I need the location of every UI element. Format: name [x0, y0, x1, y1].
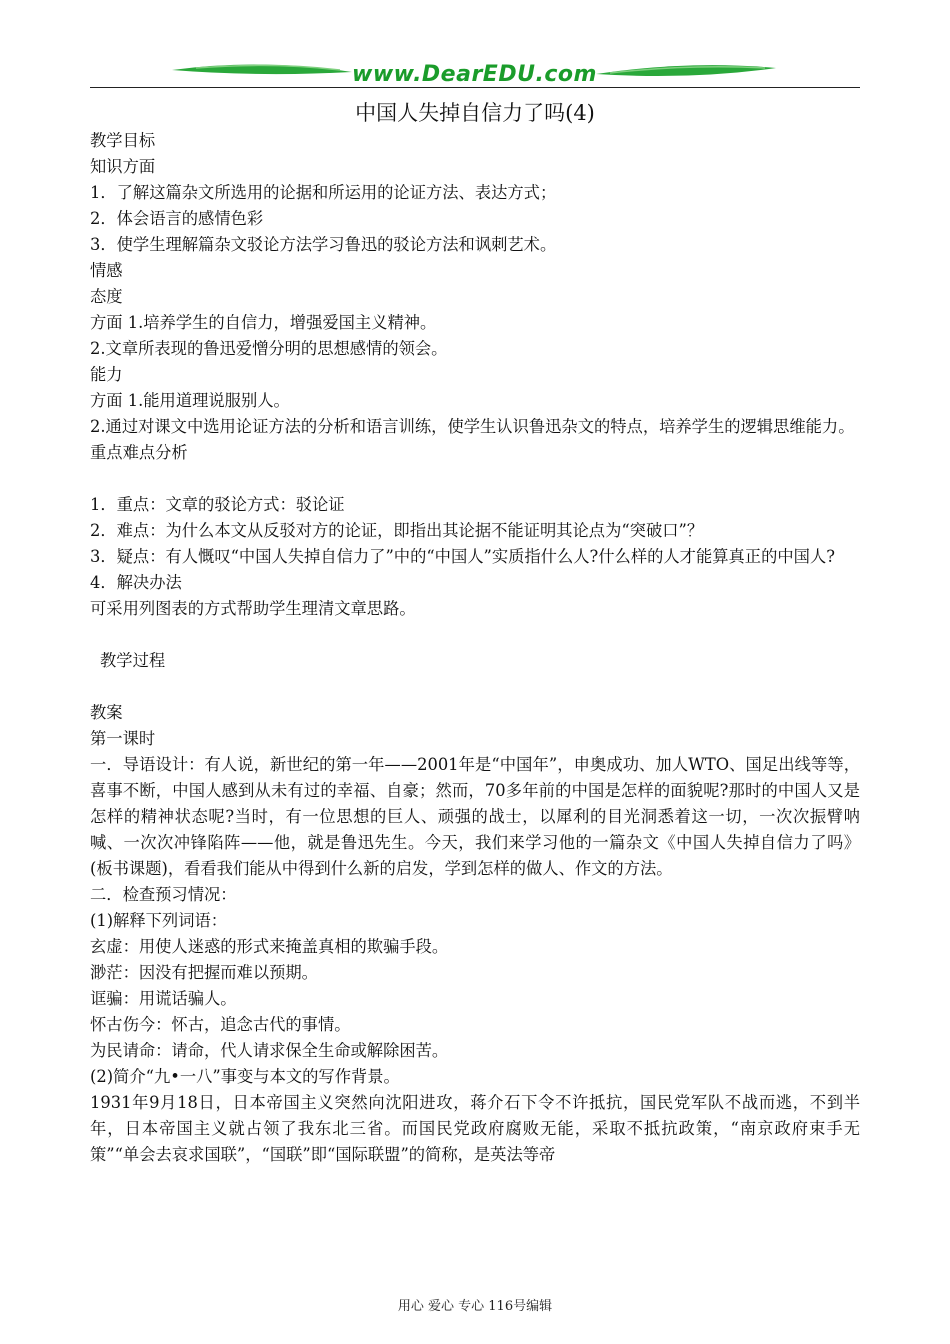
- heading-knowledge: 知识方面: [90, 157, 156, 176]
- document-title: 中国人失掉自信力了吗(4): [355, 101, 595, 125]
- paragraph: 方面 1.培养学生的自信力，增强爱国主义精神。: [90, 313, 437, 332]
- paragraph: 方面 1.能用道理说服别人。: [90, 391, 290, 410]
- vocab-item: 为民请命：请命，代人请求保全生命或解除困苦。: [90, 1041, 449, 1060]
- paragraph: 可采用列图表的方式帮助学生理清文章思路。: [90, 599, 416, 618]
- paragraph: 3．疑点：有人慨叹“中国人失掉自信力了”中的“中国人”实质指什么人?什么样的人才能算真正的中国人?: [90, 547, 835, 566]
- paragraph-background: 1931年9月18日，日本帝国主义突然向沈阳进攻，蒋介石下令不许抵抗，国民党军队不战而逃，不到半年，日本帝国主义就占领了我东北三省。而国民党政府腐败无能，采取不抵抗政策，“南京政府束手无策”“单会去哀求国联”，“国联”即“国际联盟”的简称，是英法等帝: [90, 1093, 860, 1164]
- header-rule: [90, 87, 860, 88]
- vocab-item: 诓骗：用谎话骗人。: [90, 989, 237, 1008]
- heading-teaching-goals: 教学目标: [90, 131, 156, 150]
- vocab-item: 怀古伤今：怀古，追念古代的事情。: [90, 1015, 351, 1034]
- heading-lesson-plan: 教案: [90, 703, 123, 722]
- paragraph: 4．解决办法: [90, 573, 182, 592]
- paragraph: 3．使学生理解篇杂文驳论方法学习鲁迅的驳论方法和讽刺艺术。: [90, 235, 557, 254]
- site-logo[interactable]: www.DearEDU.com: [352, 62, 597, 87]
- paragraph: 2．体会语言的感情色彩: [90, 209, 264, 228]
- heading-emotion: 情感: [90, 261, 123, 280]
- paragraph: (2)简介“九•一八”事变与本文的写作背景。: [90, 1067, 400, 1086]
- paragraph: 1．了解这篇杂文所选用的论据和所运用的论证方法、表达方式；: [90, 183, 557, 202]
- heading-ability: 能力: [90, 365, 123, 384]
- vocab-item: 渺茫：因没有把握而难以预期。: [90, 963, 318, 982]
- paragraph: 2．难点：为什么本文从反驳对方的论证，即指出其论据不能证明其论点为“突破口”？: [90, 521, 704, 540]
- paragraph: 2.文章所表现的鲁迅爱憎分明的思想感情的领会。: [90, 339, 448, 358]
- vocab-item: 玄虚：用使人迷惑的形式来掩盖真相的欺骗手段。: [90, 937, 449, 956]
- heading-key-points: 重点难点分析: [90, 443, 188, 462]
- paragraph-introduction: 一．导语设计：有人说，新世纪的第一年——2001年是“中国年”，申奥成功、加人WTO、国足出线等等，喜事不断，中国人感到从未有过的幸福、自豪；然而，70多年前的中国是怎样的面貌呢?那时的中国人又是怎样的精神状态呢?当时，有一位思想的巨人、顽强的战士，以犀利的目光洞悉着这一切，一次次振臂呐喊、一次次冲锋陷阵——他，就是鲁迅先生。今天，我们来学习他的一篇杂文《中国人失掉自信力了吗》(板书课题)，看看我们能从中得到什么新的启发，学到怎样的做人、作文的方法。: [90, 755, 860, 878]
- paragraph: 二．检查预习情况：: [90, 885, 237, 904]
- document-body: [90, 128, 860, 1168]
- heading-teaching-process: 教学过程: [100, 651, 166, 670]
- paragraph: (1)解释下列词语：: [90, 911, 228, 930]
- page-header: [0, 0, 950, 92]
- heading-attitude: 态度: [90, 287, 123, 306]
- heading-first-period: 第一课时: [90, 729, 156, 748]
- page-footer: 用心 爱心 专心 116号编辑: [397, 1299, 553, 1314]
- paragraph: 1．重点：文章的驳论方式：驳论证: [90, 495, 345, 514]
- paragraph: 2.通过对课文中选用论证方法的分析和语言训练，使学生认识鲁迅杂文的特点，培养学生的逻辑思维能力。: [90, 417, 855, 436]
